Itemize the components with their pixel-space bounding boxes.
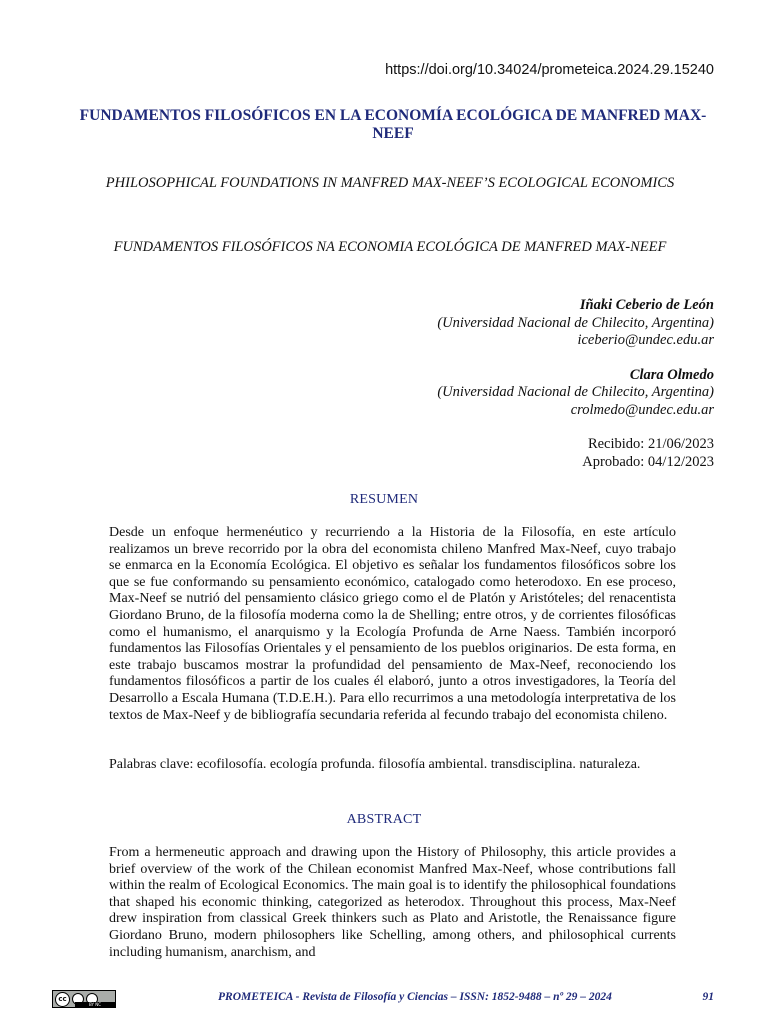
page-number: 91 — [702, 991, 714, 1003]
title-portuguese: FUNDAMENTOS FILOSÓFICOS NA ECONOMIA ECOLÓGICA DE MANFRED MAX-NEEF — [113, 239, 667, 255]
cc-badge-label: BY NC — [75, 1002, 115, 1007]
doi-link[interactable]: https://doi.org/10.34024/prometeica.2024.29.15240 — [385, 62, 714, 78]
author-affiliation: (Universidad Nacional de Chilecito, Argentina) — [437, 314, 714, 331]
dates — [437, 436, 714, 471]
abstract-text: From a hermeneutic approach and drawing upon the History of Philosophy, this article provides a brief overview of the work of the Chilean economist Manfred Max-Neef, whose contributions fall within the realm of Ecological Economics. The main goal is to identify the philosophical foundations that shaped his economic thinking, categorized as heterodox. Throughout this process, Max-Neef drew inspiration from classical Greek thinkers such as Plato and Aristotle, the Renaissance figure Giordano Bruno, modern philosophers like Schelling, among others, and philosophical currents including humanism, anarchism, and — [109, 845, 676, 960]
author-1 — [437, 297, 714, 350]
resumen-text: Desde un enfoque hermenéutico y recurriendo a la Historia de la Filosofía, en este artículo realizamos un breve recorrido por la obra del economista chileno Manfred Max-Neef, cuyo trabajo se enmarca en la Economía Ecológica. El objetivo es señalar los fundamentos filosóficos sobre los que se fue conformando su pensamiento económico, catalogado como heterodoxo. En ese proceso, Max-Neef se nutrió del pensamiento clásico griego como el de Platón y Aristóteles; del renacentista Giordano Bruno, de la filosofía moderna como la de Shelling; entre otros, y de corrientes filosóficas como el humanismo, el anarquismo y la Ecología Profunda de Arne Naess. También incorporó fundamentos las Filosofías Orientales y el pensamiento de los pueblos originarios. De esta forma, en este trabajo buscamos mostrar la profundidad del pensamiento de Max-Neef, reconociendo los fundamentos filosóficos a partir de los cuales él elaboró, junto a otros investigadores, la Teoría del Desarrollo a Escala Humana (T.D.E.H.). Para ello recurrimos a una metodología interpretativa de los textos de Max-Neef y de bibliografía secundaria referida al fecundo trabajo del economista chileno. — [109, 525, 676, 723]
author-email[interactable]: iceberio@undec.edu.ar — [577, 332, 714, 348]
title-spanish: FUNDAMENTOS FILOSÓFICOS EN LA ECONOMÍA ECOLÓGICA DE MANFRED MAX-NEEF — [79, 107, 707, 142]
keywords: Palabras clave: ecofilosofía. ecología profunda. filosofía ambiental. transdisciplina. naturaleza. — [109, 757, 641, 772]
page-footer — [52, 990, 714, 1012]
author-list — [437, 297, 714, 471]
journal-citation: PROMETEICA - Revista de Filosofía y Ciencias – ISSN: 1852-9488 – nº 29 – 2024 — [218, 991, 612, 1003]
abstract-heading: ABSTRACT — [346, 812, 422, 827]
cc-license-badge[interactable] — [52, 990, 116, 1008]
author-name: Clara Olmedo — [629, 366, 714, 383]
author-name: Iñaki Ceberio de León — [579, 297, 714, 313]
author-2 — [437, 367, 714, 420]
resumen-heading: RESUMEN — [349, 492, 419, 507]
title-english: PHILOSOPHICAL FOUNDATIONS IN MANFRED MAX-NEEF’S ECOLOGICAL ECONOMICS — [105, 175, 675, 191]
approved-date: Aprobado: 04/12/2023 — [582, 453, 714, 470]
author-email[interactable]: crolmedo@undec.edu.ar — [570, 401, 714, 418]
author-affiliation: (Universidad Nacional de Chilecito, Argentina) — [437, 384, 714, 400]
received-date: Recibido: 21/06/2023 — [587, 436, 714, 452]
cc-icon: cc — [55, 992, 70, 1007]
